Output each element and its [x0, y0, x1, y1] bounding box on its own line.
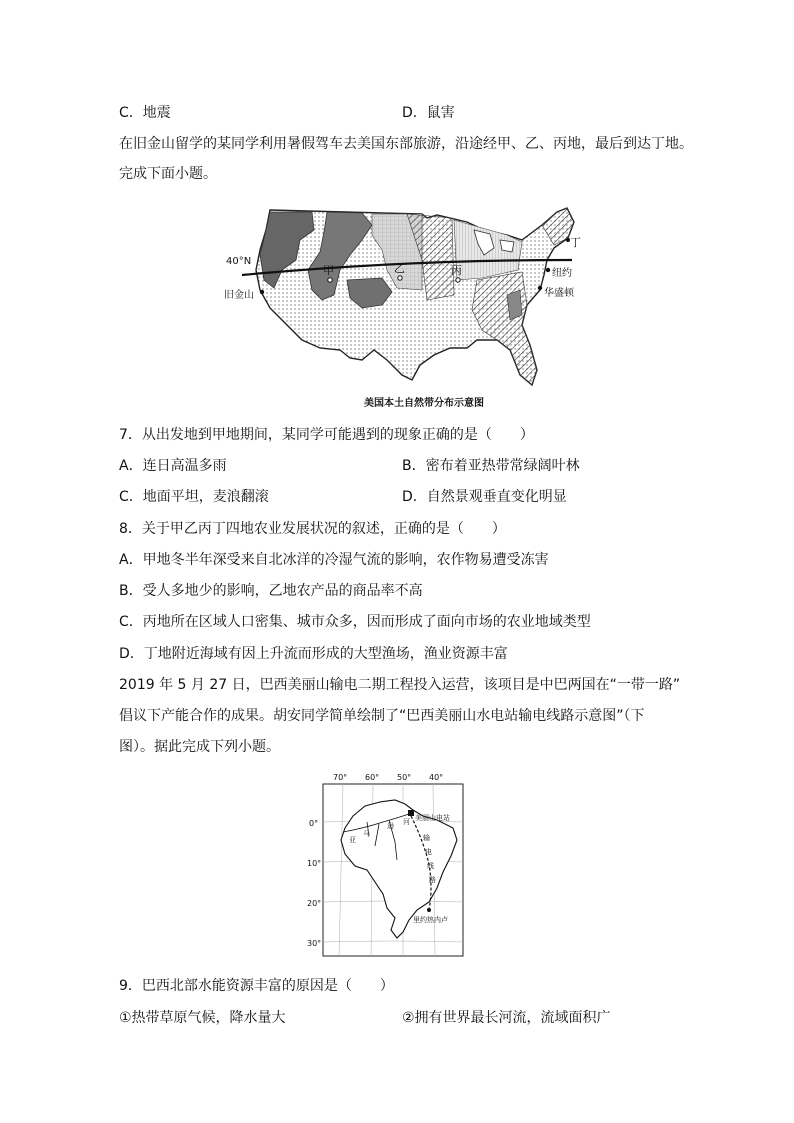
- label-line-4: 路: [429, 876, 436, 884]
- option-d: D．鼠害: [402, 105, 455, 121]
- q9-stem: 9．巴西北部水能资源丰富的原因是（ ）: [119, 978, 394, 994]
- usa-natural-zones-map: [222, 200, 590, 415]
- intro-2-line-3: 图）。据此完成下列小题。: [119, 739, 280, 755]
- q8-stem: 8．关于甲乙丙丁四地农业发展状况的叙述，正确的是（ ）: [119, 521, 506, 537]
- label-dc: 华盛顿: [544, 288, 574, 299]
- point-sf: [260, 290, 264, 294]
- q8-option-a: A．甲地冬半年深受来自北冰洋的冷湿气流的影响，农作物易遭受冻害: [119, 552, 549, 568]
- label-station: 美丽山电站: [415, 814, 450, 822]
- river-label-4: 河: [403, 818, 410, 826]
- lat-label-20: 20°: [307, 899, 322, 908]
- q7-option-a: A．连日高温多雨: [119, 458, 227, 474]
- q9-option-2: ②拥有世界最长河流，流域面积广: [402, 1010, 611, 1026]
- q7-option-c: C．地面平坦，麦浪翻滚: [119, 489, 269, 505]
- zone-gray-patch: [507, 290, 522, 320]
- point-ny: [546, 268, 550, 272]
- intro-1-line-1: 在旧金山留学的某同学利用暑假驾车去美国东部旅游，沿途经甲、乙、丙地，最后到达丁地。: [119, 136, 693, 152]
- label-line-3: 线: [427, 862, 434, 870]
- label-ding: 丁: [570, 236, 581, 249]
- option-c: C．地震: [119, 105, 171, 121]
- station-marker: [408, 810, 414, 816]
- q7-stem: 7．从出发地到甲地期间，某同学可能遇到的现象正确的是（ ）: [119, 427, 534, 443]
- label-yi: 乙: [394, 262, 405, 275]
- label-line-2: 电: [425, 848, 432, 856]
- label-ny: 纽约: [552, 268, 572, 279]
- lat-label-10: 10°: [307, 859, 322, 868]
- point-yi: [398, 276, 402, 280]
- intro-2-line-1: 2019 年 5 月 27 日，巴西美丽山输电二期工程投入运营，该项目是中巴两国在“一带一路”: [119, 677, 681, 693]
- q7-option-d: D．自然景观垂直变化明显: [402, 489, 567, 505]
- label-40n: 40°N: [226, 256, 252, 267]
- map1-caption: 美国本土自然带分布示意图: [364, 398, 484, 409]
- lon-label-70: 70°: [333, 773, 348, 782]
- river-label-3: 逊: [387, 822, 394, 830]
- intro-1-line-2: 完成下面小题。: [119, 166, 217, 182]
- rio-marker: [427, 908, 431, 912]
- label-sf: 旧金山: [224, 290, 254, 301]
- river-label-2: 马: [363, 830, 370, 838]
- point-bing: [456, 278, 460, 282]
- label-jia: 甲: [323, 264, 334, 277]
- q7-option-b: B．密布着亚热带常绿阔叶林: [402, 458, 580, 474]
- point-dc: [538, 286, 542, 290]
- lat-label-0: 0°: [309, 819, 319, 828]
- label-bing: 丙: [451, 264, 462, 277]
- q8-option-c: C．丙地所在区域人口密集、城市众多，因而形成了面向市场的农业地域类型: [119, 614, 591, 630]
- lon-label-50: 50°: [397, 773, 412, 782]
- label-line-1: 输: [423, 834, 430, 842]
- brazil-transmission-map: [305, 770, 468, 960]
- point-jia: [328, 278, 332, 282]
- lon-label-40: 40°: [429, 773, 444, 782]
- river-label-1: 亚: [349, 836, 356, 844]
- q8-option-d: D．丁地附近海域有因上升流而形成的大型渔场，渔业资源丰富: [119, 646, 508, 662]
- lat-label-30: 30°: [307, 939, 322, 948]
- q9-option-1: ①热带草原气候，降水量大: [119, 1010, 286, 1026]
- label-rio: 里约热内卢: [413, 916, 448, 924]
- q8-option-b: B．受人多地少的影响，乙地农产品的商品率不高: [119, 583, 423, 599]
- intro-2-line-2: 倡议下产能合作的成果。胡安同学简单绘制了“巴西美丽山水电站输电线路示意图”（下: [119, 708, 645, 724]
- lon-label-60: 60°: [365, 773, 380, 782]
